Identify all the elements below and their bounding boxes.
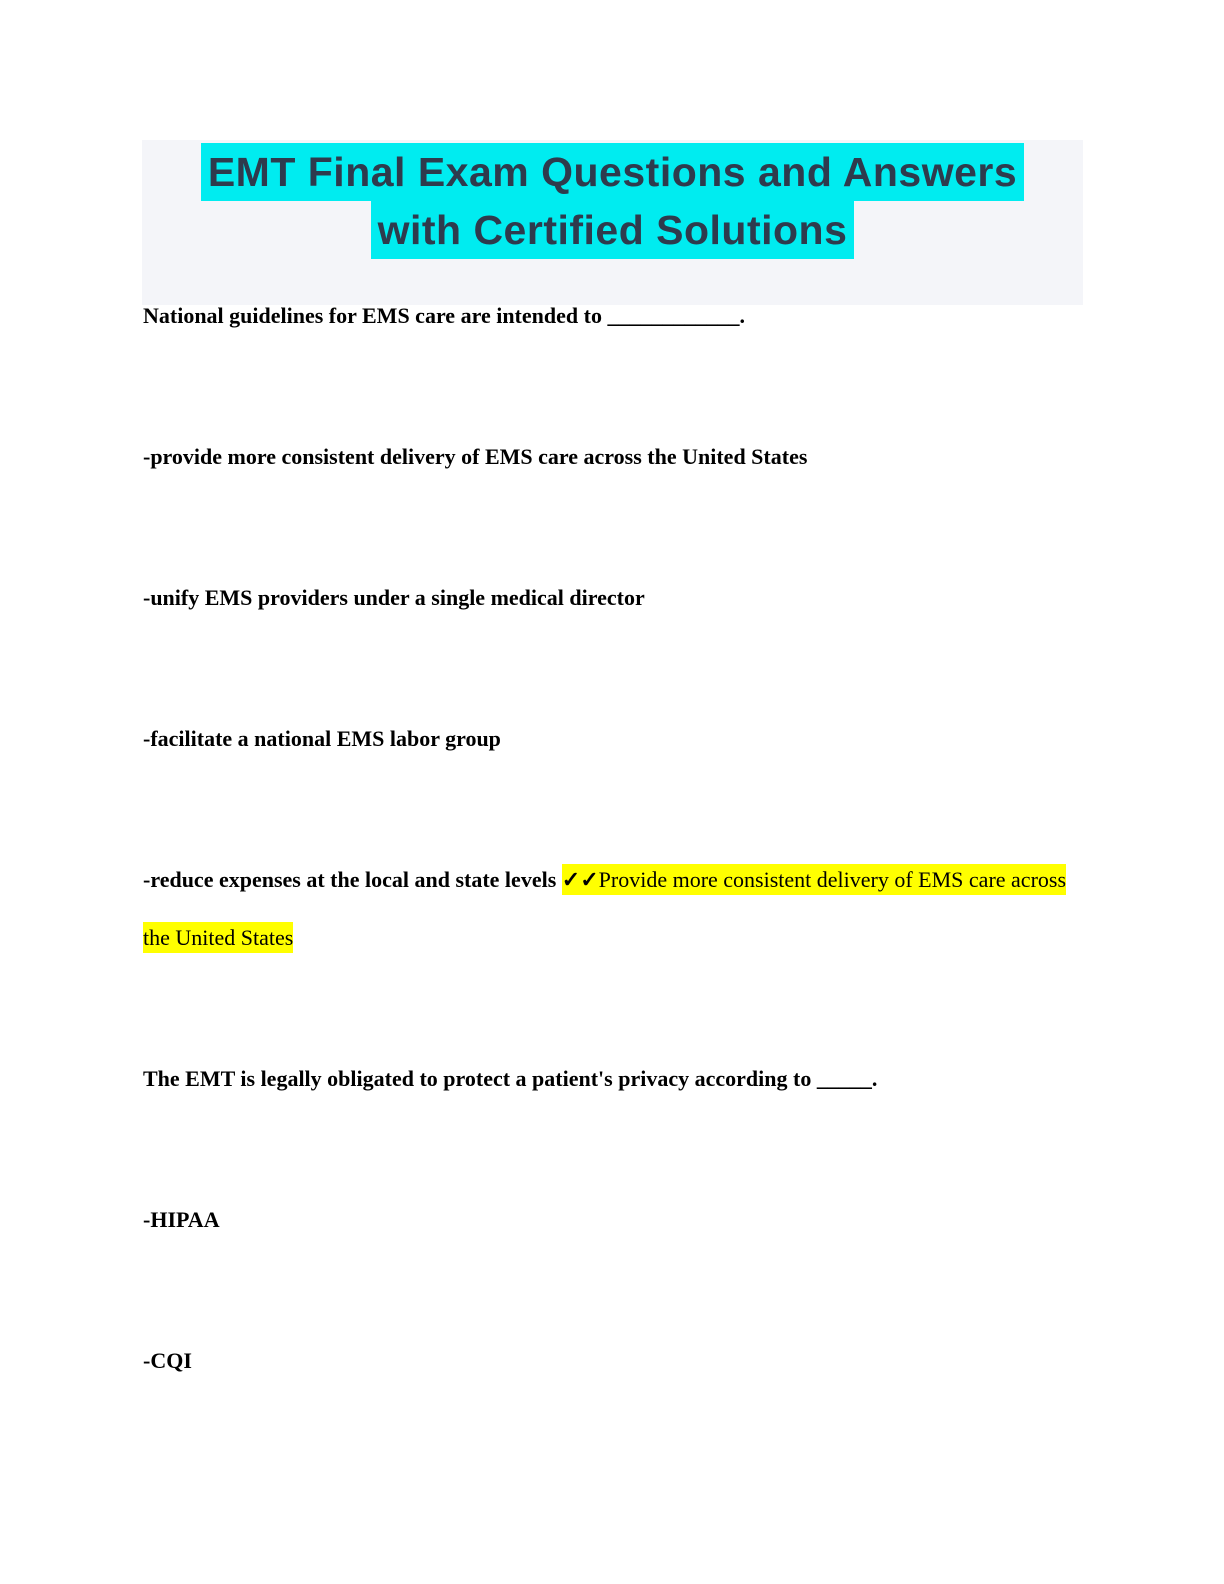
page-title-line1: EMT Final Exam Questions and Answers	[201, 143, 1024, 201]
page-title	[142, 143, 1083, 259]
title-block	[142, 140, 1083, 305]
correct-answer-text: Provide more consistent delivery of EMS care across the United States	[143, 867, 1067, 950]
answer-option-with-correct-answer	[143, 851, 1081, 967]
qa-text: The EMT is legally obligated to protect a patient's privacy according to _____.	[143, 1066, 878, 1091]
answer-option	[143, 569, 1081, 627]
qa-text: -facilitate a national EMS labor group	[143, 726, 501, 751]
qa-text: -CQI	[143, 1348, 192, 1373]
answer-option	[143, 1332, 1081, 1390]
qa-text: -HIPAA	[143, 1207, 220, 1232]
qa-text: -reduce expenses at the local and state levels	[143, 867, 562, 892]
question-text	[143, 287, 1081, 345]
qa-text: -unify EMS providers under a single medical director	[143, 585, 645, 610]
checkmark-icon: ✓✓	[561, 867, 599, 892]
document-body	[143, 287, 1081, 1390]
answer-option	[143, 1191, 1081, 1249]
question-text	[143, 1050, 1081, 1108]
qa-text: National guidelines for EMS care are intended to ____________.	[143, 303, 745, 328]
answer-option	[143, 428, 1081, 486]
answer-option	[143, 710, 1081, 768]
page-title-line2: with Certified Solutions	[371, 201, 855, 259]
qa-text: -provide more consistent delivery of EMS care across the United States	[143, 444, 808, 469]
